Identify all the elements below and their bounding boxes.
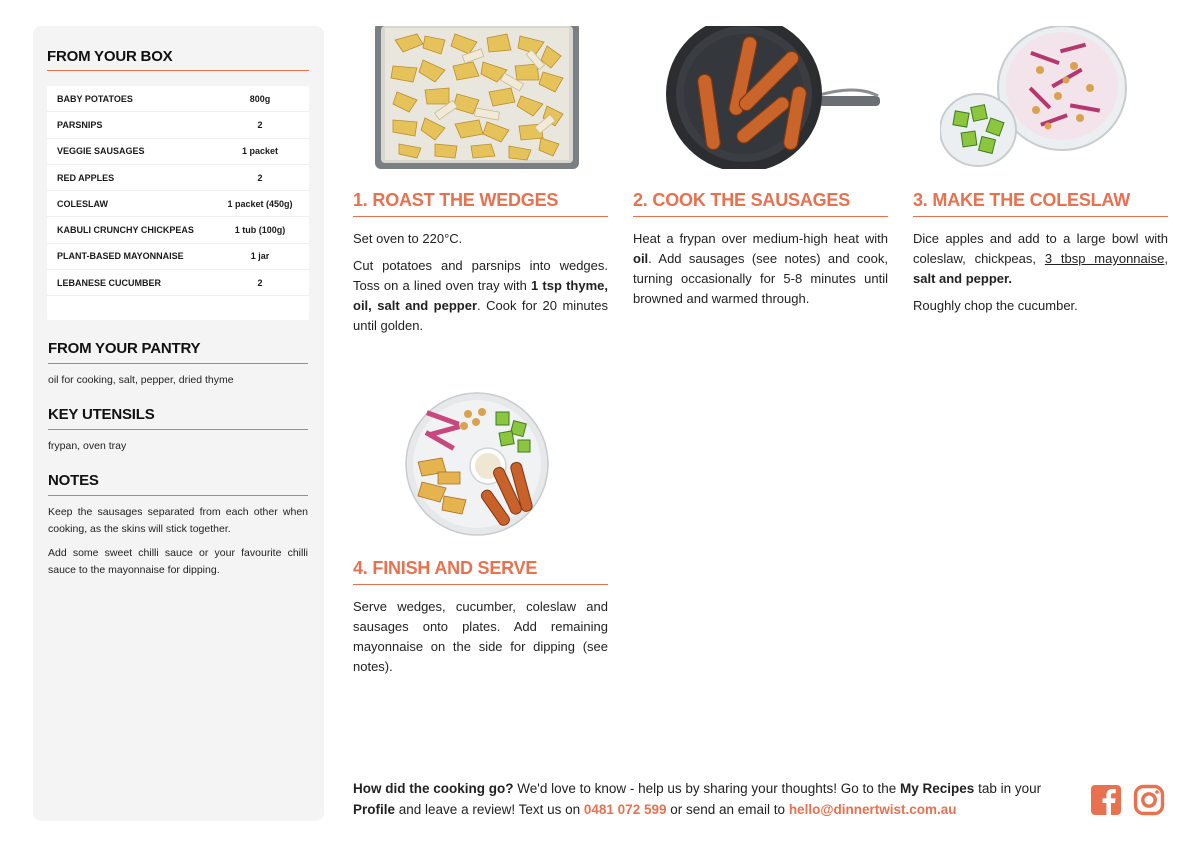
step-1-paragraph: [353, 256, 608, 336]
step-4-title: 4. FINISH AND SERVE: [353, 558, 538, 578]
step-1-title: 1. ROAST THE WEDGES: [353, 190, 559, 210]
ingredient-row: [47, 270, 309, 296]
utensils-text: frypan, oven tray: [48, 440, 127, 452]
ingredient-name: RED APPLES: [57, 172, 115, 183]
notes-title: NOTES: [48, 472, 99, 489]
my-recipes-link[interactable]: My Recipes: [900, 781, 975, 796]
ingredient-row: [47, 244, 309, 270]
footer-question: How did the cooking go?: [353, 781, 514, 796]
frypan-sausages-image: [666, 26, 880, 169]
ingredient-row: [47, 139, 309, 165]
text: Dice apples and add to a large bowl with coleslaw, chickpeas,: [913, 231, 1168, 266]
step-1-text: [353, 229, 608, 336]
text: ,: [1164, 251, 1168, 266]
ingredient-row: [47, 86, 309, 112]
instagram-icon[interactable]: [1133, 784, 1165, 816]
divider: [48, 429, 308, 430]
recipe-sidebar: [33, 26, 324, 821]
text: or send an email to: [666, 802, 789, 817]
text: . Add sausages (see notes) and cook, turning occasionally for 5-8 minutes until browned and warmed through.: [633, 251, 888, 306]
step-2: [633, 190, 888, 309]
ingredient-qty: 800g: [249, 93, 271, 104]
utensils-section: [48, 406, 308, 455]
text: tab in your: [974, 781, 1042, 796]
final-plate-image: [404, 392, 550, 536]
step-3-paragraph: Roughly chop the cucumber.: [913, 298, 1078, 313]
bold-text: salt and pepper.: [913, 271, 1012, 286]
step-1: [353, 190, 608, 336]
step-3-title: 3. MAKE THE COLESLAW: [913, 190, 1131, 210]
bold-text: 1 tsp thyme, oil, salt and pepper: [353, 278, 608, 313]
coleslaw-bowl-image: [940, 26, 1128, 169]
pantry-section: [48, 340, 308, 389]
text: and leave a review! Text us on: [395, 802, 584, 817]
ingredient-qty: 1 packet (450g): [227, 198, 293, 209]
ingredient-name: VEGGIE SAUSAGES: [57, 146, 145, 157]
note-item: Add some sweet chilli sauce or your favourite chilli sauce to the mayonnaise for dipping.: [48, 547, 308, 576]
notes-text: [48, 504, 308, 579]
ingredient-name: PARSNIPS: [57, 119, 103, 130]
box-title: FROM YOUR BOX: [47, 48, 173, 65]
divider: [48, 495, 308, 496]
step-4: [353, 558, 608, 677]
divider: [633, 216, 888, 217]
profile-link[interactable]: Profile: [353, 802, 396, 817]
ingredient-row: [47, 191, 309, 217]
ingredient-row: [47, 165, 309, 191]
divider: [913, 216, 1168, 217]
bold-text: oil: [633, 251, 649, 266]
ingredient-name: COLESLAW: [57, 198, 108, 209]
facebook-icon[interactable]: [1090, 784, 1122, 816]
ingredient-qty: 1 tub (100g): [234, 225, 286, 236]
feedback-footer: [353, 778, 1073, 820]
divider: [47, 70, 309, 71]
ingredient-qty: 1 jar: [250, 251, 270, 262]
step-4-paragraph: Serve wedges, cucumber, coleslaw and sausages onto plates. Add remaining mayonnaise on the side for dipping (see notes).: [353, 599, 608, 674]
notes-section: [48, 472, 308, 579]
text: . Cook for 20 minutes until golden.: [353, 298, 608, 333]
step-2-paragraph: [633, 229, 888, 309]
ingredient-name: BABY POTATOES: [57, 93, 133, 104]
text: Heat a frypan over medium-high heat with: [633, 231, 888, 246]
phone-link[interactable]: 0481 072 599: [583, 802, 667, 817]
step-3-paragraph: [913, 229, 1168, 289]
ingredient-name: PLANT-BASED MAYONNAISE: [57, 251, 184, 262]
note-item: Keep the sausages separated from each other when cooking, as the skins will stick together.: [48, 506, 308, 535]
email-link[interactable]: hello@dinnertwist.com.au: [788, 802, 957, 817]
ingredient-row: [47, 217, 309, 243]
step-1-paragraph: Set oven to 220°C.: [353, 231, 463, 246]
ingredient-qty: 2: [257, 172, 263, 183]
ingredient-row: [47, 112, 309, 138]
utensils-title: KEY UTENSILS: [48, 406, 155, 423]
ingredient-qty: 1 packet: [241, 146, 279, 157]
roasted-wedges-image: [375, 26, 579, 169]
text: We'd love to know - help us by sharing your thoughts! Go to the: [513, 781, 901, 796]
pantry-text: oil for cooking, salt, pepper, dried thyme: [48, 374, 234, 386]
divider: [353, 584, 608, 585]
step-2-text: [633, 229, 888, 309]
text: Cut potatoes and parsnips into wedges. Toss on a lined oven tray with: [353, 258, 608, 293]
ingredients-table: [47, 86, 309, 320]
ingredient-qty: 2: [257, 119, 263, 130]
step-3: [913, 190, 1168, 316]
ingredient-name: KABULI CRUNCHY CHICKPEAS: [57, 225, 194, 236]
underlined-text: 3 tbsp mayonnaise: [1044, 251, 1165, 266]
step-2-title: 2. COOK THE SAUSAGES: [633, 190, 851, 210]
step-4-text: [353, 597, 608, 677]
divider: [353, 216, 608, 217]
ingredient-name: LEBANESE CUCUMBER: [57, 277, 162, 288]
pantry-title: FROM YOUR PANTRY: [48, 340, 201, 357]
ingredient-qty: 2: [257, 277, 263, 288]
divider: [48, 363, 308, 364]
step-3-text: [913, 229, 1168, 316]
